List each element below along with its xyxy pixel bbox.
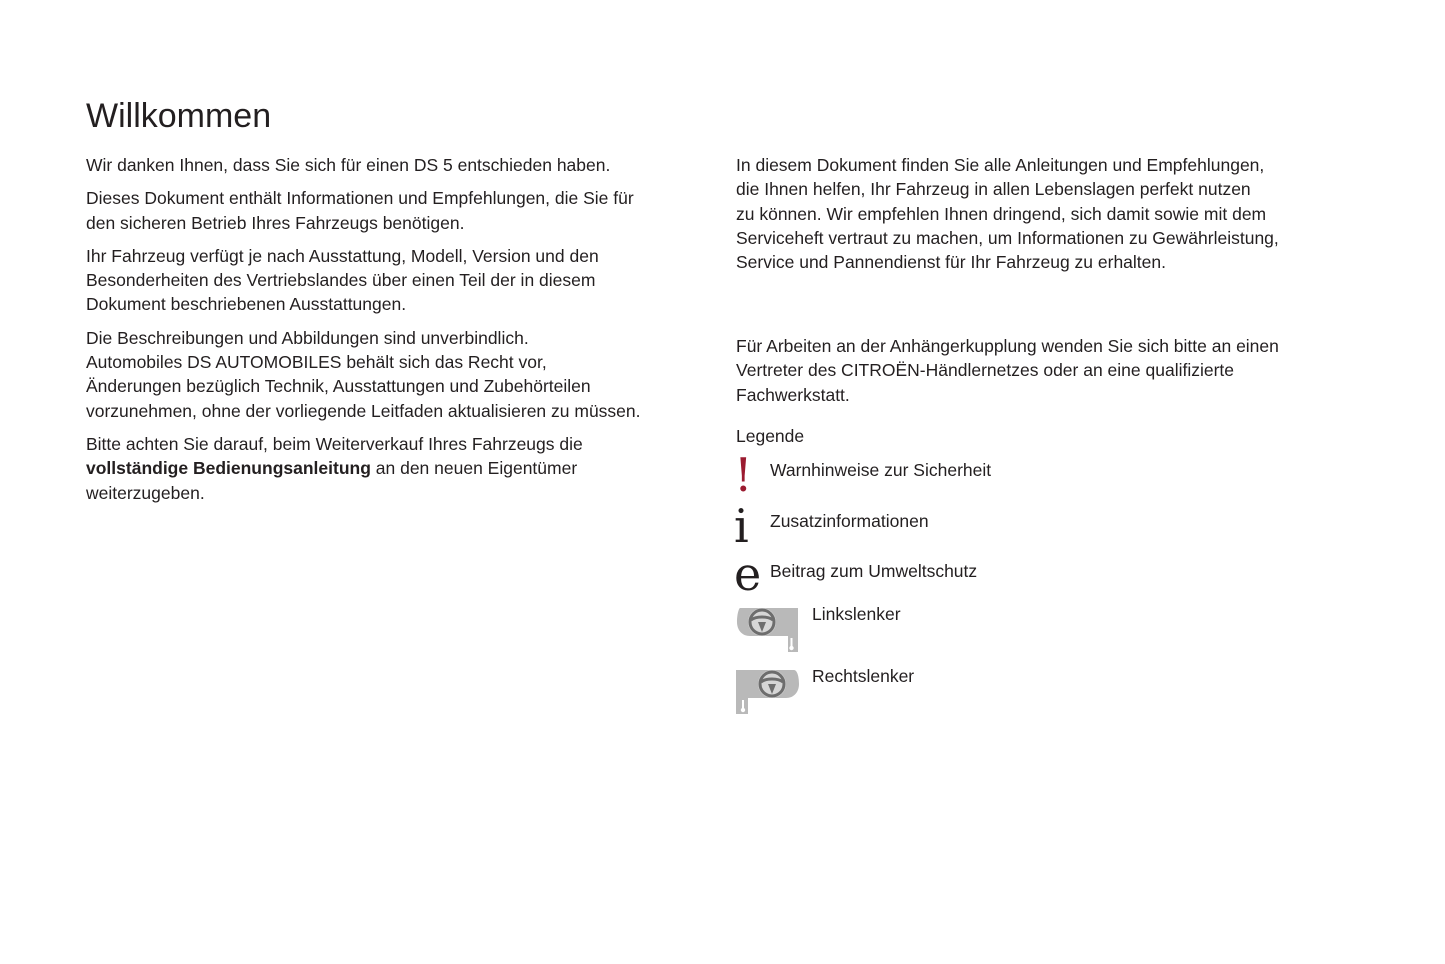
paragraph-line: Vertreter des CITROËN-Händlernetzes oder an eine qualifizierte [736, 360, 1235, 381]
manual-emphasis: vollständige Bedienungsanleitung [86, 458, 371, 479]
paragraph-line: Service und Pannendienst für Ihr Fahrzeug zu erhalten. [736, 252, 1166, 273]
paragraph-line: Dokument beschriebenen Ausstattungen. [86, 294, 407, 315]
right-column [736, 153, 1336, 274]
left-column [86, 153, 696, 505]
resale-paragraph [86, 432, 696, 505]
right-hand-drive-icon [736, 664, 800, 716]
towbar-paragraph [736, 334, 1336, 407]
disclaimer-paragraph [86, 326, 696, 423]
paragraph-line: Automobiles DS AUTOMOBILES behält sich das Recht vor, [86, 352, 547, 373]
left-hand-drive-icon [736, 602, 800, 654]
paragraph-line: Die Beschreibungen und Abbildungen sind unverbindlich. [86, 327, 529, 348]
instructions-paragraph [736, 153, 1336, 274]
page-title: Willkommen [86, 97, 272, 135]
paragraph-line: zu können. Wir empfehlen Ihnen dringend, sich damit sowie mit dem [736, 203, 1267, 224]
intro-paragraph: Wir danken Ihnen, dass Sie sich für einen DS 5 entschieden haben. [86, 155, 611, 175]
paragraph-line: Änderungen bezüglich Technik, Ausstattungen und Zubehörteilen [86, 376, 591, 397]
paragraph-line: an den neuen Eigentümer [370, 458, 578, 479]
paragraph-line: Für Arbeiten an der Anhängerkupplung wenden Sie sich bitte an einen [736, 336, 1279, 356]
legend-label: Linkslenker [812, 604, 901, 624]
paragraph-line: Besonderheiten des Vertriebslandes über einen Teil der in diesem [86, 270, 596, 291]
legend-title: Legende [736, 426, 805, 446]
warning-exclamation-icon: ! [734, 448, 753, 502]
legend-item-left-hand-drive [736, 602, 1136, 656]
legend-item-environment [734, 547, 1136, 605]
legend-label: Warnhinweise zur Sicherheit [770, 460, 992, 480]
legend-item-right-hand-drive [736, 664, 1136, 718]
paragraph-line: den sicheren Betrieb Ihres Fahrzeugs benötigen. [86, 212, 465, 233]
info-icon: i [734, 499, 749, 553]
paragraph-line: Dieses Dokument enthält Informationen und Empfehlungen, die Sie für [86, 188, 634, 209]
paragraph-line: Serviceheft vertraut zu machen, um Informationen zu Gewährleistung, [736, 227, 1279, 248]
paragraph-line: die Ihnen helfen, Ihr Fahrzeug in allen Lebenslagen perfekt nutzen [736, 179, 1251, 200]
paragraph-line: weiterzugeben. [86, 482, 205, 503]
document-info-paragraph [86, 186, 696, 235]
paragraph-line: Fachwerkstatt. [736, 384, 850, 405]
environment-icon: e [734, 547, 762, 601]
legend-item-info [734, 499, 1136, 555]
paragraph-line: vorzunehmen, ohne der vorliegende Leitfaden aktualisieren zu müssen. [86, 400, 641, 421]
equipment-paragraph [86, 244, 696, 317]
legend-label: Zusatzinformationen [770, 511, 929, 531]
legend-label: Rechtslenker [812, 666, 915, 686]
paragraph-line: Bitte achten Sie darauf, beim Weiterverkauf Ihres Fahrzeugs die [86, 433, 583, 454]
paragraph-line: In diesem Dokument finden Sie alle Anleitungen und Empfehlungen, [736, 155, 1265, 175]
legend-item-warning [734, 448, 1136, 504]
paragraph-line: Ihr Fahrzeug verfügt je nach Ausstattung, Modell, Version und den [86, 245, 599, 266]
legend-label: Beitrag zum Umweltschutz [770, 561, 978, 581]
